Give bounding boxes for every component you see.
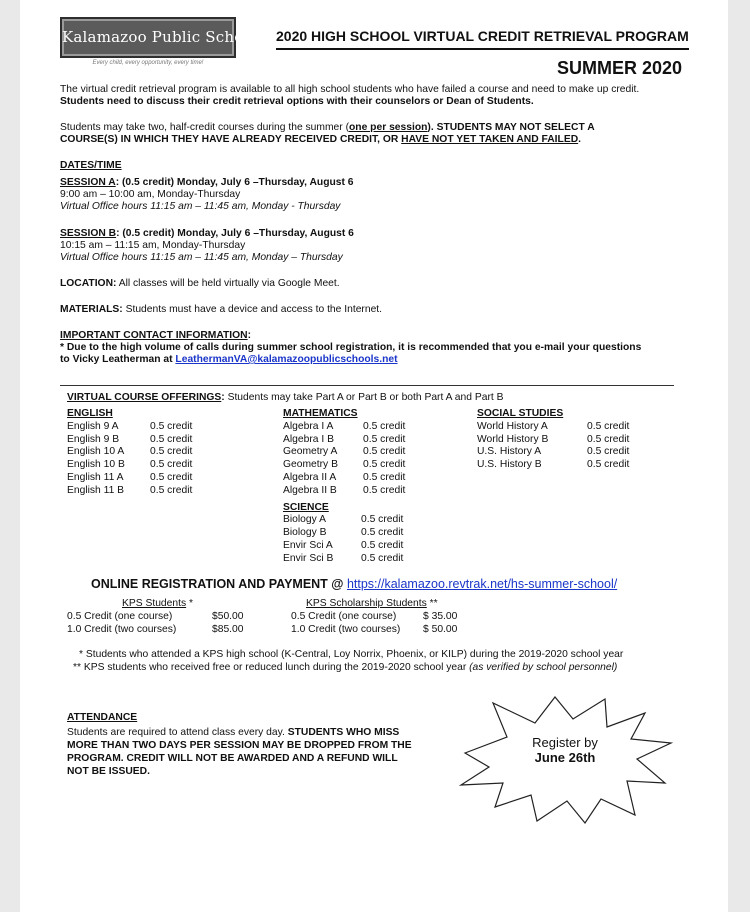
- course-name: U.S. History A: [477, 446, 542, 458]
- list-item: [283, 459, 405, 472]
- price-value: $ 35.00: [423, 610, 458, 622]
- course-name: U.S. History B: [477, 459, 542, 471]
- offerings-heading-line: [67, 392, 503, 404]
- contact-line-2-text: to Vicky Leatherman at: [60, 354, 176, 365]
- session-b-time: 10:15 am – 11:15 am, Monday-Thursday: [60, 240, 246, 251]
- list-item: [283, 540, 405, 553]
- table-row: [291, 624, 457, 637]
- course-name: Envir Sci B: [283, 552, 334, 564]
- course-credit: 0.5 credit: [361, 539, 404, 551]
- list-item: [67, 459, 192, 472]
- logo-name: Kalamazoo Public Schools: [62, 28, 266, 46]
- course-name: Algebra I A: [283, 420, 334, 432]
- courses-note-emphasis-2: HAVE NOT YET TAKEN AND FAILED: [401, 134, 579, 145]
- list-item: [283, 485, 405, 498]
- list-item: [283, 527, 405, 540]
- list-item: [477, 459, 629, 472]
- course-name: Algebra I B: [283, 433, 334, 445]
- session-b-label: SESSION B: [60, 228, 117, 239]
- scholarship-pricing-heading: KPS Scholarship Students: [306, 598, 427, 609]
- list-item: [283, 434, 405, 447]
- courses-note-line-2: [60, 134, 581, 146]
- course-name: English 11 B: [67, 484, 125, 496]
- list-item: [477, 421, 629, 434]
- price-value: $ 50.00: [423, 623, 458, 635]
- list-item: [283, 472, 405, 485]
- courses-note-warning: ). STUDENTS MAY NOT SELECT A: [427, 122, 595, 133]
- list-item: [283, 514, 405, 527]
- course-credit: 0.5 credit: [150, 420, 193, 432]
- course-credit: 0.5 credit: [587, 446, 630, 458]
- courses-note-period: .: [578, 134, 582, 145]
- course-name: Geometry B: [283, 459, 338, 471]
- callout-line-2: June 26th: [534, 750, 596, 765]
- price-value: $50.00: [212, 610, 244, 622]
- session-b-office-hours: Virtual Office hours 11:15 am – 11:45 am, Monday – Thursday: [60, 252, 343, 263]
- footnote-two: [73, 662, 617, 674]
- session-a-line: [60, 177, 354, 189]
- list-item: [67, 421, 192, 434]
- contact-heading: IMPORTANT CONTACT INFORMATION: [60, 330, 248, 341]
- course-name: Algebra II B: [283, 484, 337, 496]
- course-name: English 10 A: [67, 446, 125, 458]
- science-heading: SCIENCE: [283, 501, 329, 513]
- course-credit: 0.5 credit: [150, 471, 193, 483]
- price-label: 0.5 Credit (one course): [291, 610, 397, 622]
- section-divider: [60, 385, 674, 386]
- list-item: [67, 472, 192, 485]
- list-item: [283, 446, 405, 459]
- kps-pricing: [67, 598, 244, 636]
- kps-pricing-heading: KPS Students: [122, 598, 187, 609]
- course-credit: 0.5 credit: [150, 484, 193, 496]
- intro-line-2: Students need to discuss their credit retrieval options with their counselors or Dean of Students.: [60, 96, 534, 107]
- course-credit: 0.5 credit: [587, 433, 630, 445]
- contact-line-1: * Due to the high volume of calls during summer school registration, it is recommended that you e-mail your questions: [60, 342, 642, 353]
- list-item: [477, 446, 629, 459]
- course-name: English 9 A: [67, 420, 119, 432]
- callout-line-1: Register by: [532, 735, 598, 750]
- course-credit: 0.5 credit: [361, 552, 404, 564]
- page-title: 2020 HIGH SCHOOL VIRTUAL CREDIT RETRIEVAL PROGRAM: [276, 28, 689, 44]
- price-label: 1.0 Credit (two courses): [67, 623, 177, 635]
- course-name: Biology A: [283, 514, 326, 526]
- location-label: LOCATION:: [60, 278, 117, 289]
- intro-line-1: The virtual credit retrieval program is available to all high school students who have failed a course and need to make up credit.: [60, 84, 640, 95]
- math-column: [283, 408, 405, 566]
- list-item: [67, 446, 192, 459]
- materials-text: Students must have a device and access to the Internet.: [122, 304, 383, 315]
- session-b-detail: : (0.5 credit) Monday, July 6 –Thursday, August 6: [116, 228, 354, 239]
- social-studies-column: [477, 408, 629, 472]
- materials-line: [60, 304, 382, 316]
- course-name: Biology B: [283, 527, 327, 539]
- course-credit: 0.5 credit: [363, 484, 406, 496]
- course-name: World History A: [477, 420, 548, 432]
- list-item: [283, 421, 405, 434]
- session-a-label: SESSION A: [60, 177, 116, 188]
- contact-email-link[interactable]: LeathermanVA@kalamazoopublicschools.net: [175, 354, 398, 365]
- attendance-line-2: MORE THAN TWO DAYS PER SESSION MAY BE DROPPED FROM THE: [67, 740, 412, 751]
- location-line: [60, 278, 340, 290]
- table-row: [67, 611, 244, 624]
- contact-heading-line: [60, 330, 251, 342]
- logo-tagline: Every child, every opportunity, every time!: [92, 60, 204, 66]
- district-logo: [60, 17, 266, 58]
- course-credit: 0.5 credit: [150, 446, 193, 458]
- contact-heading-colon: :: [247, 330, 252, 341]
- scholarship-pricing-mark: **: [426, 598, 438, 609]
- registration-label: ONLINE REGISTRATION AND PAYMENT @: [91, 577, 347, 591]
- registration-link[interactable]: https://kalamazoo.revtrak.net/hs-summer-school/: [346, 577, 618, 591]
- session-a-office-hours: Virtual Office hours 11:15 am – 11:45 am, Monday - Thursday: [60, 201, 341, 212]
- table-row: [291, 611, 457, 624]
- attendance-line-3: PROGRAM. CREDIT WILL NOT BE AWARDED AND A REFUND WILL: [67, 753, 398, 764]
- offerings-heading-colon: :: [221, 392, 225, 403]
- dates-heading: DATES/TIME: [60, 160, 122, 171]
- offerings-note: Students may take Part A or Part B or both Part A and Part B: [224, 392, 504, 403]
- price-label: 0.5 Credit (one course): [67, 610, 173, 622]
- course-credit: 0.5 credit: [361, 527, 404, 539]
- registration-line: [91, 577, 617, 591]
- attendance-heading: ATTENDANCE: [67, 712, 138, 723]
- course-credit: 0.5 credit: [587, 459, 630, 471]
- attendance-line-4: NOT BE ISSUED.: [67, 766, 150, 777]
- footnote-two-text: ** KPS students who received free or reduced lunch during the 2019-2020 school year: [73, 662, 470, 673]
- course-name: Envir Sci A: [283, 539, 333, 551]
- course-name: Algebra II A: [283, 471, 337, 483]
- course-credit: 0.5 credit: [363, 420, 406, 432]
- english-column: [67, 408, 192, 498]
- course-credit: 0.5 credit: [150, 459, 193, 471]
- session-a-detail: : (0.5 credit) Monday, July 6 –Thursday, August 6: [115, 177, 354, 188]
- course-credit: 0.5 credit: [150, 433, 193, 445]
- list-item: [67, 485, 192, 498]
- kps-pricing-mark: *: [186, 598, 193, 609]
- social-studies-heading: SOCIAL STUDIES: [477, 408, 564, 419]
- courses-note-line-1: [60, 122, 595, 134]
- callout-text: [455, 735, 675, 765]
- courses-note-warning-2: COURSE(S) IN WHICH THEY HAVE ALREADY RECEIVED CREDIT, OR: [60, 134, 402, 145]
- session-a-time: 9:00 am – 10:00 am, Monday-Thursday: [60, 189, 241, 200]
- table-row: [67, 624, 244, 637]
- courses-note-text: Students may take two, half-credit courses during the summer (: [60, 122, 350, 133]
- materials-label: MATERIALS:: [60, 304, 123, 315]
- course-name: Geometry A: [283, 446, 338, 458]
- course-credit: 0.5 credit: [361, 514, 404, 526]
- kps-pricing-heading-line: [67, 598, 244, 611]
- contact-line-2: [60, 354, 398, 366]
- attendance-line-1-text: Students are required to attend class every day.: [67, 727, 288, 738]
- course-credit: 0.5 credit: [363, 433, 406, 445]
- scholarship-pricing-heading-line: [291, 598, 457, 611]
- english-heading: ENGLISH: [67, 408, 113, 419]
- page-subtitle: SUMMER 2020: [557, 58, 683, 78]
- price-label: 1.0 Credit (two courses): [291, 623, 401, 635]
- course-credit: 0.5 credit: [363, 446, 406, 458]
- course-name: World History B: [477, 433, 549, 445]
- course-name: English 11 A: [67, 471, 124, 483]
- course-credit: 0.5 credit: [363, 459, 406, 471]
- course-name: English 9 B: [67, 433, 120, 445]
- register-deadline-callout: [455, 695, 675, 825]
- attendance-line-1-bold: STUDENTS WHO MISS: [287, 727, 400, 738]
- footnote-two-italic: (as verified by school personnel): [469, 662, 618, 673]
- session-b-line: [60, 228, 354, 240]
- courses-note-emphasis: one per session: [349, 122, 428, 133]
- list-item: [477, 434, 629, 447]
- course-credit: 0.5 credit: [363, 471, 406, 483]
- math-heading: MATHEMATICS: [283, 408, 358, 419]
- price-value: $85.00: [212, 623, 244, 635]
- title-underline: [276, 48, 689, 50]
- scholarship-pricing: [291, 598, 457, 636]
- attendance-line-1: [67, 727, 399, 739]
- location-text: All classes will be held virtually via Google Meet.: [116, 278, 340, 289]
- list-item: [67, 434, 192, 447]
- course-name: English 10 B: [67, 459, 125, 471]
- list-item: [283, 553, 405, 566]
- course-credit: 0.5 credit: [587, 420, 630, 432]
- footnote-one: * Students who attended a KPS high school (K-Central, Loy Norrix, Phoenix, or KILP) during the 2019-2020 school year: [79, 649, 624, 660]
- offerings-heading: VIRTUAL COURSE OFFERINGS: [67, 392, 222, 403]
